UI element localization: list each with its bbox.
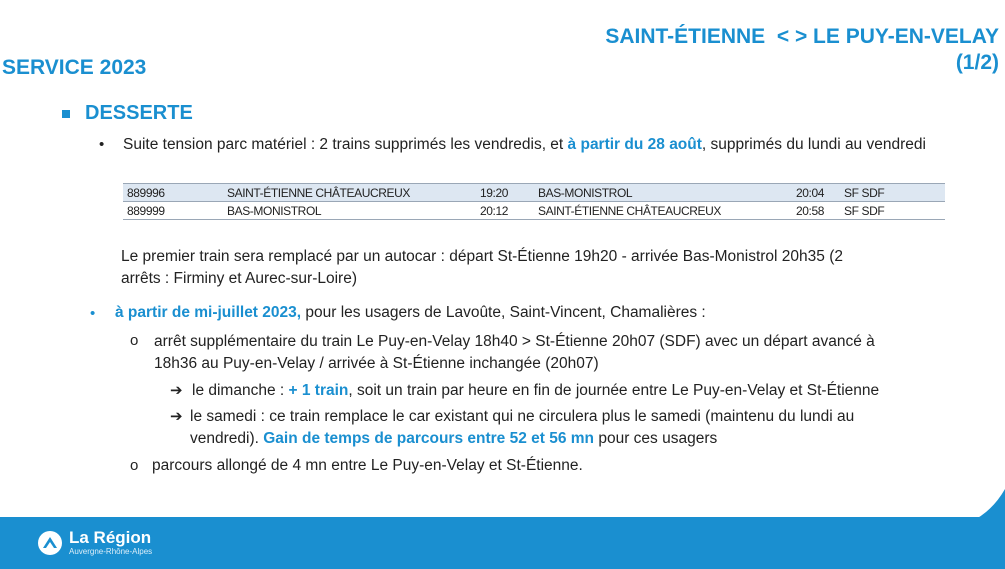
replacement-text — [121, 246, 981, 290]
region-logo-icon — [38, 531, 62, 555]
bullet2-text — [115, 302, 975, 324]
train-arr: 20:58 — [792, 202, 840, 220]
bullet-dot-icon: • — [90, 305, 96, 322]
train-from: BAS-MONISTROL — [223, 202, 476, 220]
bullet1-highlight: à partir du 28 août — [567, 136, 702, 153]
sub1-line2: 18h36 au Puy-en-Velay / arrivée à St-Étienne inchangée (20h07) — [154, 355, 599, 372]
region-logo — [38, 529, 152, 557]
arrow1-after: , soit un train par heure en fin de journée entre Le Puy-en-Velay et St-Étienne — [348, 382, 880, 399]
arrow2-highlight: Gain de temps de parcours entre 52 et 56 mn — [263, 430, 595, 447]
bullet1-after: , supprimés du lundi au vendredi — [701, 136, 926, 153]
train-to: SAINT-ÉTIENNE CHÂTEAUCREUX — [534, 202, 792, 220]
train-number: 889996 — [123, 184, 223, 202]
circle-bullet-icon: o — [130, 332, 139, 349]
arrow-right-icon: ➔ — [170, 382, 183, 399]
circle-bullet-icon: o — [130, 457, 139, 474]
service-label: SERVICE 2023 — [2, 56, 147, 79]
arrow1-before: le dimanche : — [192, 382, 289, 399]
trains-table — [123, 183, 945, 220]
sub1-text — [154, 331, 984, 375]
slide-title-line2: (1/2) — [955, 51, 999, 74]
square-bullet-icon — [62, 110, 70, 118]
train-dep: 19:20 — [476, 184, 534, 202]
sub1-line1: arrêt supplémentaire du train Le Puy-en-Velay 18h40 > St-Étienne 20h07 (SDF) avec un départ avancé à — [154, 333, 875, 350]
replacement-line2: arrêts : Firminy et Aurec-sur-Loire) — [121, 270, 357, 287]
bullet-dot-icon: • — [99, 136, 105, 153]
arrow2-line1: le samedi : ce train remplace le car existant qui ne circulera plus le samedi (maintenu du lundi au — [190, 408, 855, 425]
train-days: SF SDF — [840, 184, 945, 202]
arrow2-line2 — [190, 428, 990, 450]
arrow1-text — [192, 380, 992, 402]
table-row — [123, 184, 945, 202]
train-days: SF SDF — [840, 202, 945, 220]
logo-subtitle: Auvergne-Rhône-Alpes — [69, 547, 153, 556]
arrow-right-icon: ➔ — [170, 408, 183, 425]
bullet1-text — [123, 134, 963, 156]
footer-bar — [0, 517, 1005, 569]
bullet1-before: Suite tension parc matériel : 2 trains supprimés les vendredis, et — [123, 136, 568, 153]
replacement-line1: Le premier train sera remplacé par un autocar : départ St-Étienne 19h20 - arrivée Bas-Monistrol 20h35 (2 — [121, 248, 843, 265]
train-to: BAS-MONISTROL — [534, 184, 792, 202]
section-heading — [62, 102, 193, 125]
section-title: DESSERTE — [85, 102, 193, 124]
table-row — [123, 202, 945, 220]
sub2-text: parcours allongé de 4 mn entre Le Puy-en-Velay et St-Étienne. — [152, 457, 583, 474]
train-arr: 20:04 — [792, 184, 840, 202]
logo-name: La Région — [69, 528, 152, 547]
arrow2-before: vendredi). — [190, 430, 264, 447]
arrow1-highlight: + 1 train — [288, 382, 349, 399]
slide-title-line1: SAINT-ÉTIENNE < > LE PUY-EN-VELAY — [605, 25, 999, 48]
bullet2-rest: pour les usagers de Lavoûte, Saint-Vincent, Chamalières : — [301, 304, 706, 321]
arrow2-after: pour ces usagers — [594, 430, 718, 447]
train-number: 889999 — [123, 202, 223, 220]
train-dep: 20:12 — [476, 202, 534, 220]
bullet2-highlight: à partir de mi-juillet 2023, — [115, 304, 302, 321]
train-from: SAINT-ÉTIENNE CHÂTEAUCREUX — [223, 184, 476, 202]
arrow2-text — [190, 406, 990, 450]
slide-title — [605, 24, 999, 76]
